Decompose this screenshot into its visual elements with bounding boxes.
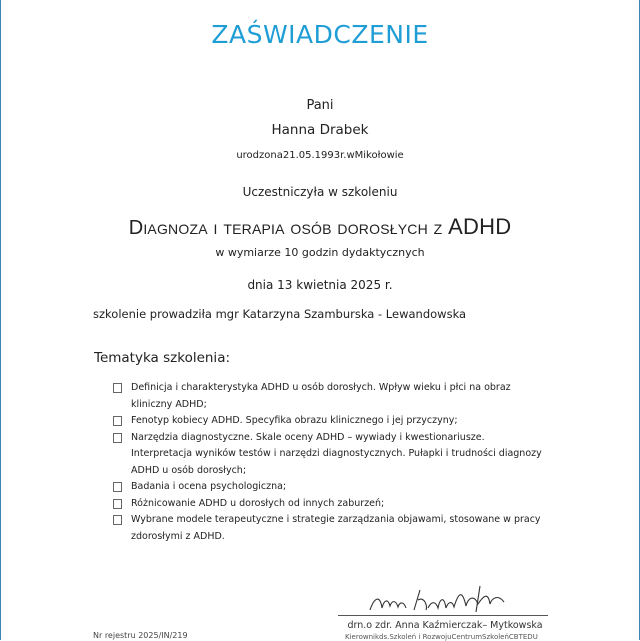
topic-text: Narzędzia diagnostyczne. Skale oceny ADHD – wywiady i kwestionariusze. Interpretacja wyników testów i narzędzi diagnostycznych. Pułapki i trudności diagnozy ADHD u osób dorosłych; (131, 431, 542, 476)
list-item (108, 380, 548, 413)
topic-text: Różnicowanie ADHD u dorosłych od innych zaburzeń; (131, 497, 385, 509)
certificate-title: ZAŚWIADCZENIE (211, 20, 429, 49)
course-title-main: Diagnoza i terapia osób dorosłych z (128, 217, 443, 239)
course-title (0, 214, 640, 240)
checkbox-icon (113, 383, 122, 393)
course-lead: szkolenie prowadziła mgr Katarzyna Szamburska - Lewandowska (93, 307, 467, 321)
checkbox-icon (113, 515, 122, 525)
birth-info: urodzona21.05.1993r.wMikołowie (236, 150, 404, 161)
checkbox-icon (113, 499, 122, 509)
course-title-acronym: ADHD (448, 214, 512, 239)
participation-text: Uczestniczyła w szkoleniu (242, 185, 398, 199)
list-item (108, 512, 548, 545)
course-duration: w wymiarze 10 godzin dydaktycznych (215, 246, 425, 259)
topics-list (108, 380, 548, 545)
list-item (108, 413, 548, 430)
checkbox-icon (113, 433, 122, 443)
topic-text: Fenotyp kobiecy ADHD. Specyfika obrazu klinicznego i jej przyczyny; (131, 415, 458, 426)
list-item (108, 496, 548, 513)
signer-name: drn.o zdr. Anna Kaźmierczak– Mytkowska (347, 620, 543, 631)
participant-name: Hanna Drabek (271, 122, 369, 138)
topics-heading: Tematyka szkolenia: (94, 350, 231, 366)
topic-text: Definicja i charakterystyka ADHD u osób dorosłych. Wpływ wieku i płci na obraz kliniczny ADHD; (131, 382, 511, 410)
signature-line (338, 615, 548, 616)
checkbox-icon (113, 416, 122, 426)
course-date: dnia 13 kwietnia 2025 r. (247, 278, 393, 292)
topic-text: Wybrane modele terapeutyczne i strategie zarządzania objawami, stosowane w pracy zdorosłymi z ADHD. (131, 514, 541, 542)
salutation: Pani (306, 98, 334, 113)
list-item (108, 479, 548, 496)
checkbox-icon (113, 482, 122, 492)
list-item (108, 430, 548, 480)
registry-number: Nr rejestru 2025/IN/219 (93, 631, 188, 640)
signer-role: Kierownikds.Szkoleń i RozwojuCentrumSzkoleńCBTEDU (345, 633, 538, 641)
topic-text: Badania i ocena psychologiczna; (131, 481, 287, 492)
